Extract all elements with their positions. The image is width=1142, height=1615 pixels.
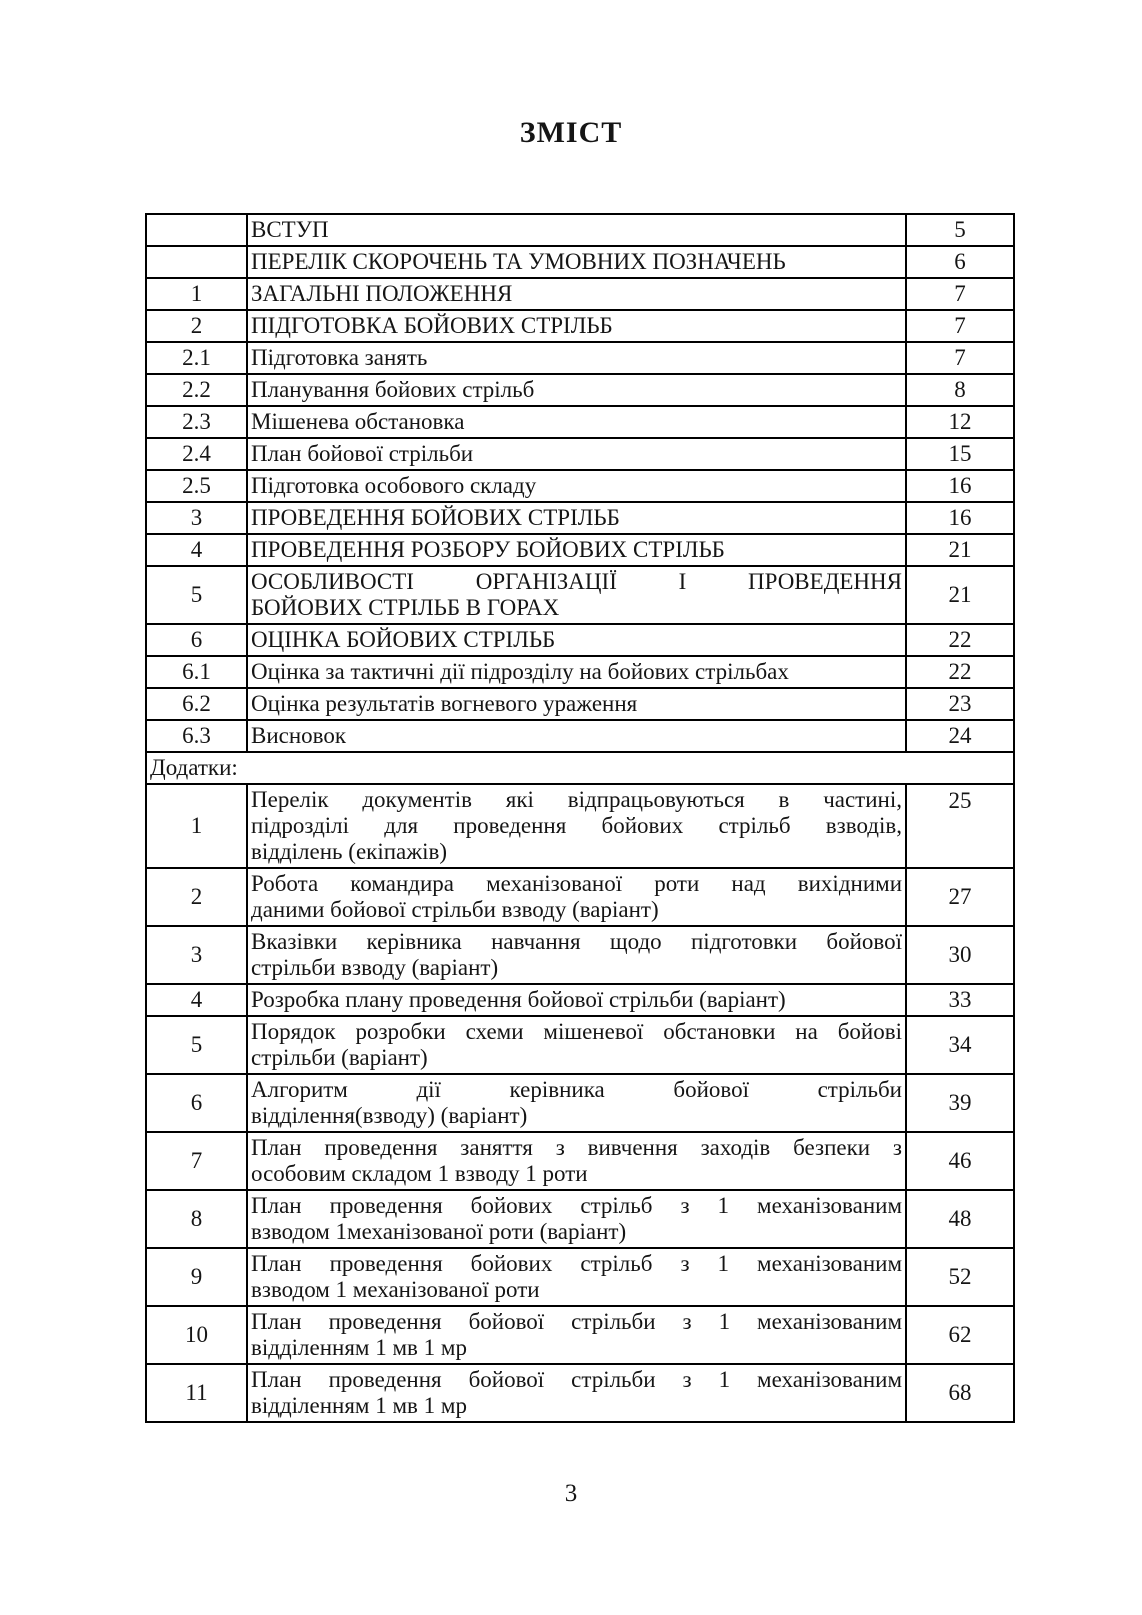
toc-row-page: 34: [906, 1016, 1014, 1074]
toc-title-line: взводом 1 механізованої роти: [251, 1277, 540, 1302]
toc-section-row: [146, 214, 1014, 246]
toc-section-row: [146, 310, 1014, 342]
toc-row-title: [247, 720, 906, 752]
toc-title-line: ОСОБЛИВОСТІ ОРГАНІЗАЦІЇ І ПРОВЕДЕННЯ: [251, 569, 902, 594]
toc-row-page: 5: [906, 214, 1014, 246]
toc-row-number: [146, 246, 247, 278]
toc-row-number: 4: [146, 984, 247, 1016]
toc-row-page: 68: [906, 1364, 1014, 1422]
toc-title-line: даними бойової стрільби взводу (варіант): [251, 897, 659, 922]
toc-row-page: 22: [906, 624, 1014, 656]
toc-title-line: ПЕРЕЛІК СКОРОЧЕНЬ ТА УМОВНИХ ПОЗНАЧЕНЬ: [251, 249, 786, 274]
toc-title-line: План бойової стрільби: [251, 441, 474, 466]
toc-row-title: [247, 406, 906, 438]
toc-title-line: стрільби (варіант): [251, 1045, 428, 1070]
toc-row-title: [247, 310, 906, 342]
toc-row-page: 27: [906, 868, 1014, 926]
toc-row-page: 8: [906, 374, 1014, 406]
toc-section-row: [146, 406, 1014, 438]
toc-title-line: ВСТУП: [251, 217, 329, 242]
toc-row-page: 25: [906, 784, 1014, 868]
toc-title-line: Вказівки керівника навчання щодо підготовки бойової: [251, 929, 902, 954]
toc-row-title: [247, 438, 906, 470]
toc-row-number: 2.1: [146, 342, 247, 374]
toc-row-number: 4: [146, 534, 247, 566]
toc-title-line: Мішенева обстановка: [251, 409, 465, 434]
toc-row-page: 23: [906, 688, 1014, 720]
appendices-label: Додатки:: [146, 752, 1014, 784]
toc-title-line: Планування бойових стрільб: [251, 377, 535, 402]
toc-title-line: Висновок: [251, 723, 347, 748]
toc-row-title: [247, 926, 906, 984]
toc-row-number: 3: [146, 502, 247, 534]
toc-title-line: особовим складом 1 взводу 1 роти: [251, 1161, 588, 1186]
toc-title-line: відділень (екіпажів): [251, 839, 448, 864]
toc-row-page: 16: [906, 502, 1014, 534]
toc-row-title: [247, 868, 906, 926]
toc-title-line: ПРОВЕДЕННЯ РОЗБОРУ БОЙОВИХ СТРІЛЬБ: [251, 537, 725, 562]
toc-section-row: [146, 720, 1014, 752]
toc-row-title: [247, 784, 906, 868]
toc-row-number: 2.2: [146, 374, 247, 406]
page-title: ЗМІСТ: [519, 116, 623, 149]
toc-title-line: План проведення бойових стрільб з 1 механізованим: [251, 1251, 902, 1276]
toc-row-number: 6: [146, 1074, 247, 1132]
toc-row-title: [247, 534, 906, 566]
toc-title-line: ПІДГОТОВКА БОЙОВИХ СТРІЛЬБ: [251, 313, 613, 338]
toc-row-number: 8: [146, 1190, 247, 1248]
toc-title-line: Розробка плану проведення бойової стрільби (варіант): [251, 987, 786, 1012]
toc-row-page: 22: [906, 656, 1014, 688]
toc-row-page: 7: [906, 278, 1014, 310]
toc-appendix-row: [146, 784, 1014, 868]
toc-section-row: [146, 246, 1014, 278]
toc-title-line: Підготовка особового складу: [251, 473, 537, 498]
toc-section-row: [146, 566, 1014, 624]
toc-appendix-row: [146, 1306, 1014, 1364]
toc-row-title: [247, 342, 906, 374]
toc-row-number: [146, 214, 247, 246]
toc-row-page: 6: [906, 246, 1014, 278]
toc-row-number: 6.2: [146, 688, 247, 720]
toc-row-title: [247, 688, 906, 720]
toc-title-line: Робота командира механізованої роти над вихідними: [251, 871, 902, 896]
toc-row-title: [247, 214, 906, 246]
toc-row-page: 39: [906, 1074, 1014, 1132]
toc-title-line: ПРОВЕДЕННЯ БОЙОВИХ СТРІЛЬБ: [251, 505, 620, 530]
toc-row-number: 2.4: [146, 438, 247, 470]
toc-table: [145, 213, 1015, 1423]
toc-row-page: 15: [906, 438, 1014, 470]
toc-title-line: відділенням 1 мв 1 мр: [251, 1393, 467, 1418]
toc-section-row: [146, 656, 1014, 688]
toc-section-row: [146, 470, 1014, 502]
toc-appendix-row: [146, 1074, 1014, 1132]
toc-title-line: взводом 1механізованої роти (варіант): [251, 1219, 627, 1244]
toc-row-title: [247, 502, 906, 534]
toc-row-page: 46: [906, 1132, 1014, 1190]
toc-title-line: Перелік документів які відпрацьовуються в частині,: [251, 787, 902, 812]
toc-row-page: 33: [906, 984, 1014, 1016]
toc-title-line: План проведення бойової стрільби з 1 механізованим: [251, 1367, 902, 1392]
toc-title-line: ОЦІНКА БОЙОВИХ СТРІЛЬБ: [251, 627, 556, 652]
toc-title-line: стрільби взводу (варіант): [251, 955, 499, 980]
toc-row-title: [247, 984, 906, 1016]
toc-title-line: Оцінка за тактичні дії підрозділу на бойових стрільбах: [251, 659, 789, 684]
toc-title-line: підрозділі для проведення бойових стрільб взводів,: [251, 813, 902, 838]
toc-appendix-row: [146, 868, 1014, 926]
toc-row-title: [247, 374, 906, 406]
toc-row-page: 12: [906, 406, 1014, 438]
toc-section-row: [146, 624, 1014, 656]
toc-row-number: 5: [146, 566, 247, 624]
toc-row-title: [247, 246, 906, 278]
toc-section-row: [146, 534, 1014, 566]
toc-appendix-row: [146, 1364, 1014, 1422]
toc-appendix-row: [146, 1190, 1014, 1248]
toc-row-title: [247, 1248, 906, 1306]
toc-title-line: БОЙОВИХ СТРІЛЬБ В ГОРАХ: [251, 595, 560, 620]
toc-row-number: 1: [146, 278, 247, 310]
toc-row-number: 5: [146, 1016, 247, 1074]
appendices-label-row: [146, 752, 1014, 784]
toc-body: [146, 214, 1014, 1422]
toc-row-page: 52: [906, 1248, 1014, 1306]
toc-row-number: 1: [146, 784, 247, 868]
toc-title-line: План проведення заняття з вивчення заходів безпеки з: [251, 1135, 902, 1160]
toc-appendix-row: [146, 984, 1014, 1016]
toc-row-number: 3: [146, 926, 247, 984]
toc-appendix-row: [146, 1132, 1014, 1190]
toc-row-page: 7: [906, 310, 1014, 342]
toc-row-number: 9: [146, 1248, 247, 1306]
toc-section-row: [146, 278, 1014, 310]
toc-title-line: ЗАГАЛЬНІ ПОЛОЖЕННЯ: [251, 281, 513, 306]
toc-section-row: [146, 502, 1014, 534]
toc-row-number: 6.1: [146, 656, 247, 688]
toc-row-number: 7: [146, 1132, 247, 1190]
toc-section-row: [146, 438, 1014, 470]
toc-title-line: відділення(взводу) (варіант): [251, 1103, 528, 1128]
toc-row-number: 10: [146, 1306, 247, 1364]
toc-row-title: [247, 1074, 906, 1132]
toc-row-page: 24: [906, 720, 1014, 752]
toc-row-page: 30: [906, 926, 1014, 984]
toc-row-title: [247, 470, 906, 502]
toc-appendix-row: [146, 1016, 1014, 1074]
toc-row-number: 11: [146, 1364, 247, 1422]
toc-row-title: [247, 1016, 906, 1074]
toc-row-number: 2.5: [146, 470, 247, 502]
toc-row-number: 2.3: [146, 406, 247, 438]
toc-section-row: [146, 688, 1014, 720]
toc-row-number: 2: [146, 868, 247, 926]
toc-title-line: План проведення бойової стрільби з 1 механізованим: [251, 1309, 902, 1334]
toc-row-number: 6: [146, 624, 247, 656]
toc-appendix-row: [146, 1248, 1014, 1306]
toc-title-line: відділенням 1 мв 1 мр: [251, 1335, 467, 1360]
page-number: 3: [564, 1480, 578, 1507]
toc-row-number: 2: [146, 310, 247, 342]
toc-row-number: 6.3: [146, 720, 247, 752]
toc-title-line: План проведення бойових стрільб з 1 механізованим: [251, 1193, 902, 1218]
toc-row-page: 21: [906, 534, 1014, 566]
toc-row-title: [247, 1190, 906, 1248]
toc-section-row: [146, 342, 1014, 374]
toc-row-page: 62: [906, 1306, 1014, 1364]
toc-row-title: [247, 624, 906, 656]
toc-row-page: 16: [906, 470, 1014, 502]
toc-row-title: [247, 1306, 906, 1364]
toc-title-line: Підготовка занять: [251, 345, 428, 370]
toc-row-page: 7: [906, 342, 1014, 374]
toc-row-page: 48: [906, 1190, 1014, 1248]
toc-row-title: [247, 1132, 906, 1190]
toc-row-title: [247, 566, 906, 624]
toc-row-title: [247, 656, 906, 688]
toc-appendix-row: [146, 926, 1014, 984]
toc-row-page: 21: [906, 566, 1014, 624]
toc-title-line: Алгоритм дії керівника бойової стрільби: [251, 1077, 902, 1102]
toc-title-line: Порядок розробки схеми мішеневої обстановки на бойові: [251, 1019, 902, 1044]
toc-section-row: [146, 374, 1014, 406]
toc-row-title: [247, 1364, 906, 1422]
toc-title-line: Оцінка результатів вогневого ураження: [251, 691, 638, 716]
toc-row-title: [247, 278, 906, 310]
